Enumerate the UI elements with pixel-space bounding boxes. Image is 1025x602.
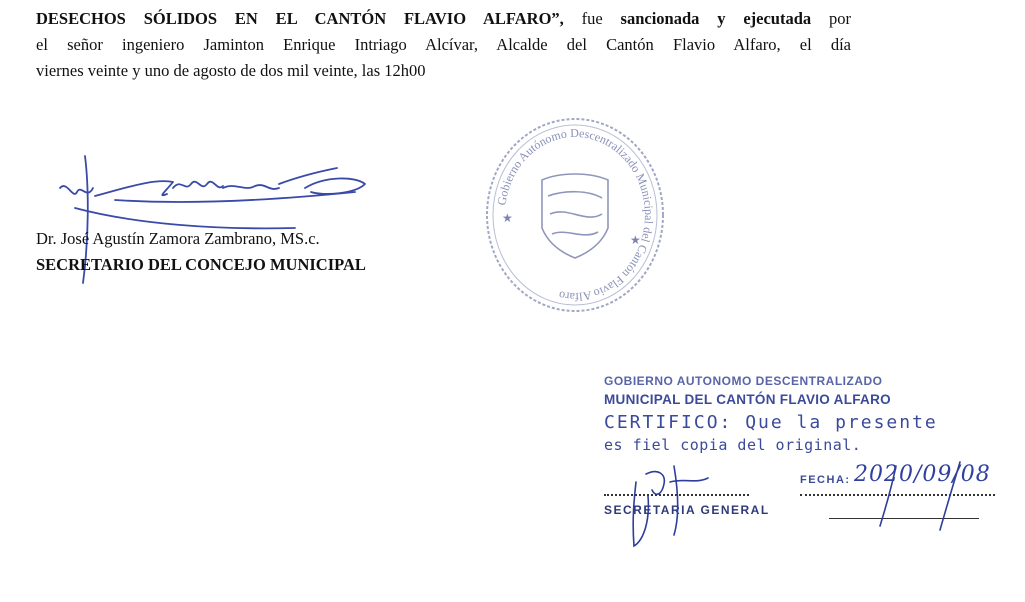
stamp-date-value: 2020/09/08 — [854, 462, 991, 487]
paragraph-line-3: viernes veinte y uno de agosto de dos mil veinte, las 12h00 — [36, 61, 426, 80]
paragraph-text: por — [811, 9, 852, 28]
sanction-phrase: sancionada y ejecutada — [620, 9, 812, 28]
stamp-line-3: CERTIFICO: Que la presente — [604, 412, 938, 433]
paragraph-text: fue — [563, 9, 621, 28]
signature-block — [36, 226, 366, 278]
seal-text: Gobierno Autónomo Descentralizado Municipal del Cantón Flavio Alfaro — [494, 125, 657, 305]
star-icon: ★ — [630, 233, 641, 247]
paragraph-line-1 — [36, 6, 851, 32]
stamp-date-label: FECHA: — [800, 474, 851, 486]
signatory-name: Dr. José Agustín Zamora Zambrano, MS.c. — [36, 229, 320, 248]
star-icon: ★ — [502, 211, 513, 225]
municipal-seal — [480, 110, 670, 320]
stamp-signature — [604, 370, 994, 560]
stamp-line-1: GOBIERNO AUTONOMO DESCENTRALIZADO — [604, 374, 883, 388]
stamp-line-2: MUNICIPAL DEL CANTÓN FLAVIO ALFARO — [604, 392, 891, 407]
stamp-line-4: es fiel copia del original. — [604, 436, 862, 454]
stamp-office: SECRETARIA GENERAL — [604, 503, 770, 517]
paragraph-line-2: el señor ingeniero Jaminton Enrique Intriago Alcívar, Alcalde del Cantón Flavio Alfaro, el día — [36, 35, 851, 54]
ordinance-title: DESECHOS SÓLIDOS EN EL CANTÓN FLAVIO ALFARO”, — [36, 9, 564, 28]
body-paragraph — [36, 6, 851, 84]
signatory-role: SECRETARIO DEL CONCEJO MUNICIPAL — [36, 255, 366, 274]
